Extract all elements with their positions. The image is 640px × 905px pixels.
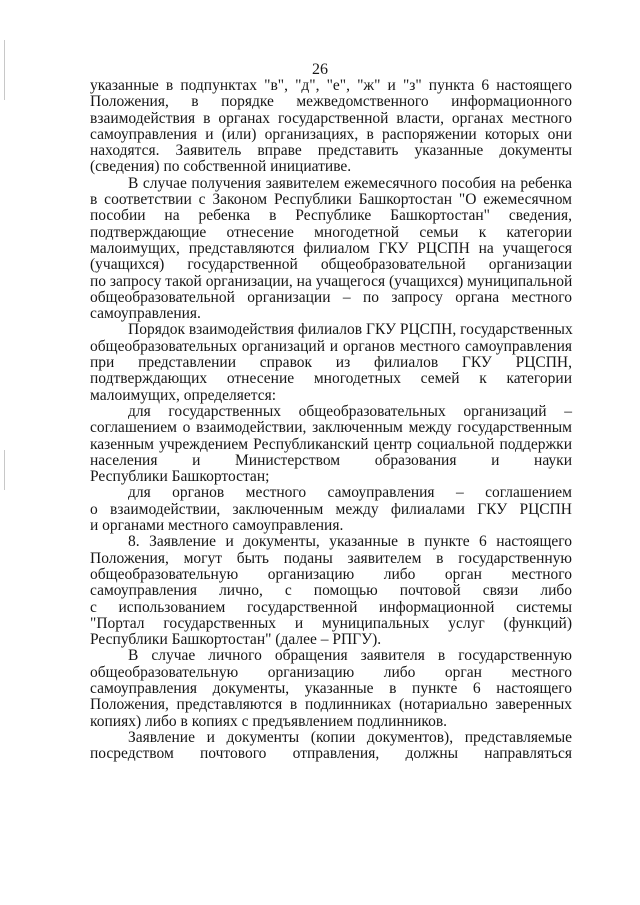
text-line: общеобразовательных организаций и органов местного самоуправления (90, 337, 572, 355)
text-line: самоуправления лично, с помощью почтовой связи либо (90, 582, 572, 600)
text-line: Порядок взаимодействия филиалов ГКУ РЦСПН, государственных (128, 321, 573, 339)
text-line: самоуправления документы, указанные в пункте 6 настоящего (90, 679, 572, 697)
text-line: соглашением о взаимодействии, заключенным между государственным (90, 419, 572, 437)
paragraph (90, 485, 572, 534)
text-line: общеобразовательной организации – по запросу органа местного (90, 288, 572, 306)
text-line: (сведения) по собственной инициативе. (90, 158, 352, 176)
text-line: пособии на ребенка в Республике Башкортостан" сведения, (90, 207, 572, 225)
text-line: и органами местного самоуправления. (90, 517, 344, 535)
text-line: Заявление и документы (копии документов), представляемые (128, 728, 572, 746)
page-number: 26 (312, 61, 328, 78)
paragraph (90, 534, 572, 648)
text-line: с использованием государственной информационной системы (90, 598, 572, 616)
paragraph (90, 648, 572, 729)
paragraph (90, 404, 572, 485)
text-line: для государственных общеобразовательных организаций – (128, 402, 572, 420)
paragraph (90, 176, 572, 323)
text-line: копиях) либо в копиях с предъявлением подлинников. (90, 712, 448, 730)
text-line: Положения, представляются в подлинниках (нотариально заверенных (90, 696, 572, 714)
document-body (90, 78, 572, 762)
text-line: взаимодействия в органах государственной власти, органах местного (90, 109, 572, 127)
text-line: В случае получения заявителем ежемесячного пособия на ребенка (128, 174, 572, 192)
text-line: находятся. Заявитель вправе представить указанные документы (90, 142, 572, 160)
text-line: населения и Министерством образования и науки (90, 451, 572, 469)
text-line: для органов местного самоуправления – соглашением (128, 484, 572, 502)
text-line: указанные в подпунктах "в", "д", "е", "ж" и "з" пункта 6 настоящего (90, 77, 572, 94)
paragraph (90, 322, 572, 403)
paragraph (90, 730, 572, 763)
text-line: "Портал государственных и муниципальных услуг (функций) (90, 614, 572, 632)
text-line: малоимущих, определяется: (90, 386, 277, 404)
text-line: казенным учреждением Республиканский центр социальной поддержки (90, 435, 572, 453)
text-line: В случае личного обращения заявителя в государственную (128, 647, 572, 665)
text-line: посредством почтового отправления, должны направляться (90, 745, 572, 763)
text-line: (учащихся) государственной общеобразовательной организации (90, 256, 572, 274)
text-line: малоимущих, представляются филиалом ГКУ РЦСПН на учащегося (90, 239, 572, 257)
text-line: Положения, в порядке межведомственного информационного (90, 93, 572, 111)
paragraph (90, 78, 572, 176)
scan-edge-mark (4, 450, 5, 490)
text-line: Республики Башкортостан; (90, 468, 270, 486)
text-line: о взаимодействии, заключенным между филиалами ГКУ РЦСПН (90, 500, 572, 518)
text-line: подтверждающих отнесение многодетных семей к категории (90, 370, 572, 388)
text-line: в соответствии с Законом Республики Башкортостан "О ежемесячном (90, 191, 572, 209)
text-line: общеобразовательную организацию либо орган местного (90, 565, 572, 583)
text-line: самоуправления и (или) организациях, в распоряжении которых они (90, 125, 572, 143)
text-line: подтверждающие отнесение многодетной семьи к категории (90, 223, 572, 241)
text-line: Положения, могут быть поданы заявителем в государственную (90, 549, 572, 567)
text-line: общеобразовательную организацию либо орган местного (90, 663, 572, 681)
text-line: самоуправления. (90, 305, 201, 323)
text-line: по запросу такой организации, на учащегося (учащихся) муниципальной (90, 272, 573, 290)
text-line: Республики Башкортостан" (далее – РПГУ). (90, 631, 382, 649)
text-line: при представлении справок из филиалов ГКУ РЦСПН, (90, 354, 572, 372)
text-line: 8. Заявление и документы, указанные в пункте 6 настоящего (128, 533, 572, 551)
